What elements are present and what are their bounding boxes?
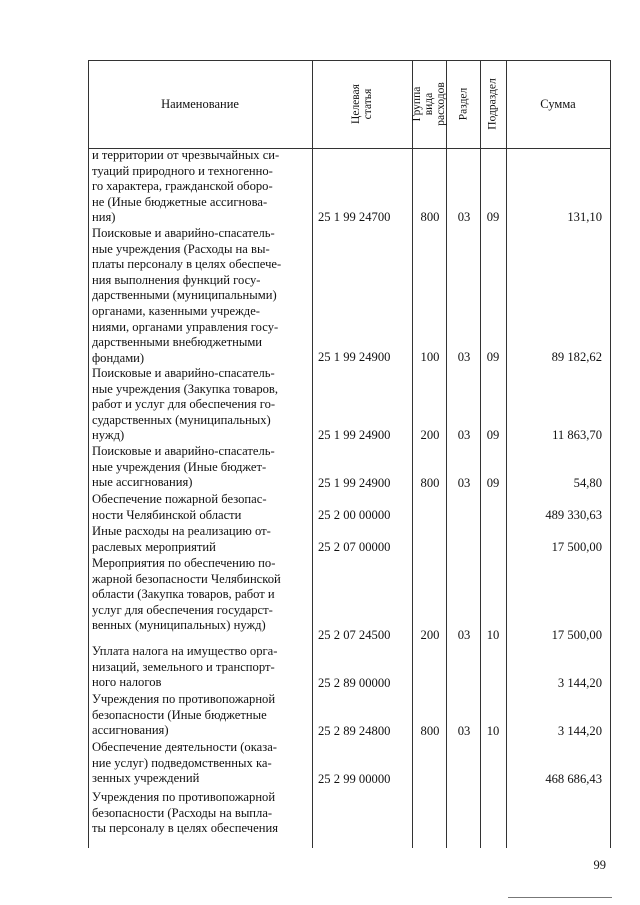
- header-target-article-cell: [312, 60, 412, 148]
- table-row: [88, 740, 610, 788]
- row-group: 100: [420, 350, 440, 365]
- table-row: [88, 492, 610, 524]
- header-name: Наименование: [161, 96, 239, 111]
- row-subsection: 09: [486, 428, 500, 443]
- table-row: [88, 692, 610, 740]
- row-name: Учреждения по противопожарной безопасности (Расходы на выпла- ты персоналу в целях обеспечения: [92, 790, 278, 836]
- table-row: [88, 226, 610, 366]
- row-group: 800: [420, 210, 440, 225]
- header-subsection-cell: [480, 60, 506, 148]
- row-code: 25 2 07 00000: [318, 540, 391, 555]
- row-name: Поисковые и аварийно-спасатель- ные учреждения (Расходы на вы- платы персоналу в целях обеспече- ния выполнения функций госу- дарственными (муниципальными) органами, казенными учрежде- ниями, органами управления госу- дарственными внебюджетными фондами): [92, 226, 282, 365]
- row-section: 03: [457, 350, 471, 365]
- row-code: 25 1 99 24900: [318, 428, 391, 443]
- row-section: 03: [457, 628, 471, 643]
- table-right-border: [610, 60, 611, 848]
- row-code: 25 2 00 00000: [318, 508, 391, 523]
- row-subsection: 10: [486, 724, 500, 739]
- header-expense-group-cell: [412, 60, 446, 148]
- row-name: и территории от чрезвычайных си- туаций природного и техногенно- го характера, гражданской оборо- не (Иные бюджетные ассигнова- ния): [92, 148, 280, 225]
- row-name: Уплата налога на имущество орга- низаций, земельного и транспорт- ного налогов: [92, 644, 278, 690]
- row-amount: 131,10: [567, 210, 602, 225]
- row-group: 200: [420, 428, 440, 443]
- row-code: 25 1 99 24900: [318, 476, 391, 491]
- row-amount: 468 686,43: [545, 772, 602, 787]
- row-name: Поисковые и аварийно-спасатель- ные учреждения (Закупка товаров, работ и услуг для обеспечения го- сударственных (муниципальных) нужд): [92, 366, 279, 443]
- table-row: [88, 366, 610, 444]
- header-target-article: Целевая статья: [350, 84, 374, 124]
- row-name: Поисковые и аварийно-спасатель- ные учреждения (Иные бюджет- ные ассигнования): [92, 444, 275, 490]
- row-name: Обеспечение деятельности (оказа- ние услуг) подведомственных ка- зенных учреждений: [92, 740, 277, 786]
- row-amount: 3 144,20: [557, 724, 602, 739]
- row-amount: 489 330,63: [545, 508, 602, 523]
- budget-table: [88, 60, 610, 848]
- row-code: 25 2 89 24800: [318, 724, 391, 739]
- row-name: Учреждения по противопожарной безопасности (Иные бюджетные ассигнования): [92, 692, 276, 738]
- row-section: 03: [457, 724, 471, 739]
- row-group: 200: [420, 628, 440, 643]
- row-code: 25 1 99 24700: [318, 210, 391, 225]
- row-amount: 17 500,00: [551, 628, 602, 643]
- row-group: 800: [420, 724, 440, 739]
- table-row: [88, 148, 610, 226]
- row-code: 25 2 89 00000: [318, 676, 391, 691]
- page-number: 99: [593, 858, 606, 872]
- row-code: 25 1 99 24900: [318, 350, 391, 365]
- header-subsection: Подраздел: [487, 78, 499, 130]
- row-amount: 11 863,70: [552, 428, 602, 443]
- table-row: [88, 444, 610, 492]
- header-section-cell: [446, 60, 480, 148]
- row-name: Иные расходы на реализацию от- раслевых мероприятий: [92, 524, 271, 554]
- row-amount: 17 500,00: [551, 540, 602, 555]
- row-subsection: 09: [486, 476, 500, 491]
- table-row: [88, 790, 610, 848]
- header-expense-group: Группа вида расходов: [411, 82, 448, 126]
- row-section: 03: [457, 476, 471, 491]
- row-amount: 54,80: [573, 476, 602, 491]
- row-code: 25 2 07 24500: [318, 628, 391, 643]
- row-name: Обеспечение пожарной безопас- ности Челябинской области: [92, 492, 267, 522]
- row-amount: 89 182,62: [551, 350, 602, 365]
- row-subsection: 09: [486, 210, 500, 225]
- row-code: 25 2 99 00000: [318, 772, 391, 787]
- table-row: [88, 556, 610, 644]
- row-subsection: 09: [486, 350, 500, 365]
- row-amount: 3 144,20: [557, 676, 602, 691]
- footer-rule: [508, 897, 612, 898]
- header-amount: Сумма: [540, 96, 576, 111]
- row-section: 03: [457, 210, 471, 225]
- row-subsection: 10: [486, 628, 500, 643]
- row-section: 03: [457, 428, 471, 443]
- header-section: Раздел: [457, 87, 469, 121]
- table-row: [88, 524, 610, 556]
- row-name: Мероприятия по обеспечению по- жарной безопасности Челябинской области (Закупка товаров, работ и услуг для обеспечения государст- венных (муниципальных) нужд): [92, 556, 281, 633]
- row-group: 800: [420, 476, 440, 491]
- table-row: [88, 644, 610, 692]
